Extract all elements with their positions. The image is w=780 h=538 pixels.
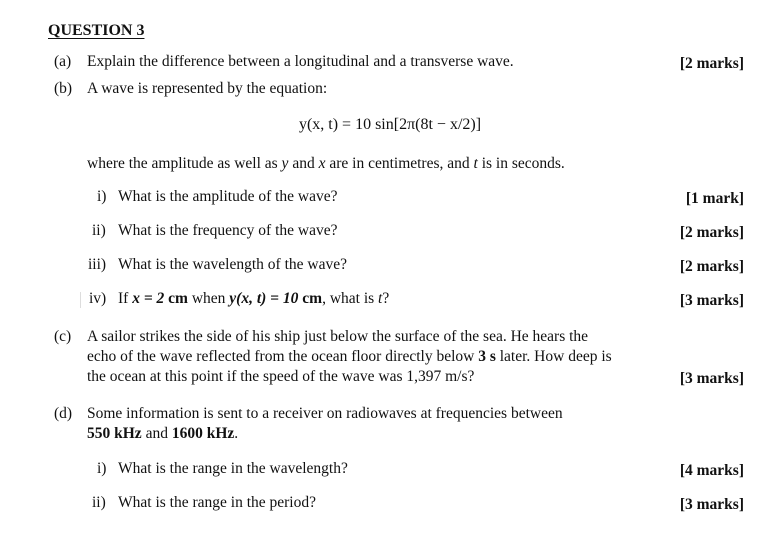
- part-a-label: (a): [54, 53, 72, 70]
- part-d-i-marks: [4 marks]: [679, 462, 744, 479]
- part-d-ii-label: ii): [92, 494, 106, 511]
- part-b-i-marks: [1 mark]: [685, 190, 744, 207]
- question-title: QUESTION 3: [48, 22, 145, 39]
- part-b-ii-text: What is the frequency of the wave?: [118, 222, 338, 239]
- part-d-line1: Some information is sent to a receiver on radiowaves at frequencies between: [87, 405, 563, 422]
- part-c-label: (c): [54, 328, 72, 345]
- part-b-iii-marks: [2 marks]: [679, 258, 744, 275]
- part-b-i-text: What is the amplitude of the wave?: [118, 188, 338, 205]
- part-d-ii-text: What is the range in the period?: [118, 494, 316, 511]
- part-d-i-label: i): [97, 460, 107, 477]
- part-d-i-text: What is the range in the wavelength?: [118, 460, 348, 477]
- part-b-iv-marks: [3 marks]: [679, 292, 744, 309]
- part-a-marks: [2 marks]: [679, 55, 744, 72]
- part-a-text: Explain the difference between a longitudinal and a transverse wave.: [87, 53, 514, 70]
- part-d-line2: 550 kHz and 1600 kHz.: [87, 425, 239, 442]
- part-b-ii-marks: [2 marks]: [679, 224, 744, 241]
- part-b-where-text: where the amplitude as well as y and x are in centimetres, and t is in seconds.: [87, 155, 565, 172]
- part-c-line2: echo of the wave reflected from the ocean floor directly below 3 s later. How deep is: [87, 348, 612, 365]
- part-b-intro: A wave is represented by the equation:: [87, 80, 328, 97]
- part-b-i-label: i): [97, 188, 107, 205]
- part-c-line1: A sailor strikes the side of his ship just below the surface of the sea. He hears the: [87, 328, 589, 345]
- margin-mark: [80, 292, 81, 308]
- part-b-iv-label: iv): [89, 290, 107, 307]
- part-c-marks: [3 marks]: [679, 370, 744, 387]
- part-d-label: (d): [54, 405, 73, 422]
- part-b-iii-text: What is the wavelength of the wave?: [118, 256, 347, 273]
- part-b-iii-label: iii): [88, 256, 107, 273]
- part-b-ii-label: ii): [92, 222, 106, 239]
- wave-equation: y(x, t) = 10 sin[2π(8t − x/2)]: [298, 116, 482, 133]
- part-b-label: (b): [54, 80, 73, 97]
- part-c-line3: the ocean at this point if the speed of the wave was 1,397 m/s?: [87, 368, 475, 385]
- part-b-iv-text: If x = 2 cm when y(x, t) = 10 cm, what is t?: [118, 290, 390, 307]
- part-d-ii-marks: [3 marks]: [679, 496, 744, 513]
